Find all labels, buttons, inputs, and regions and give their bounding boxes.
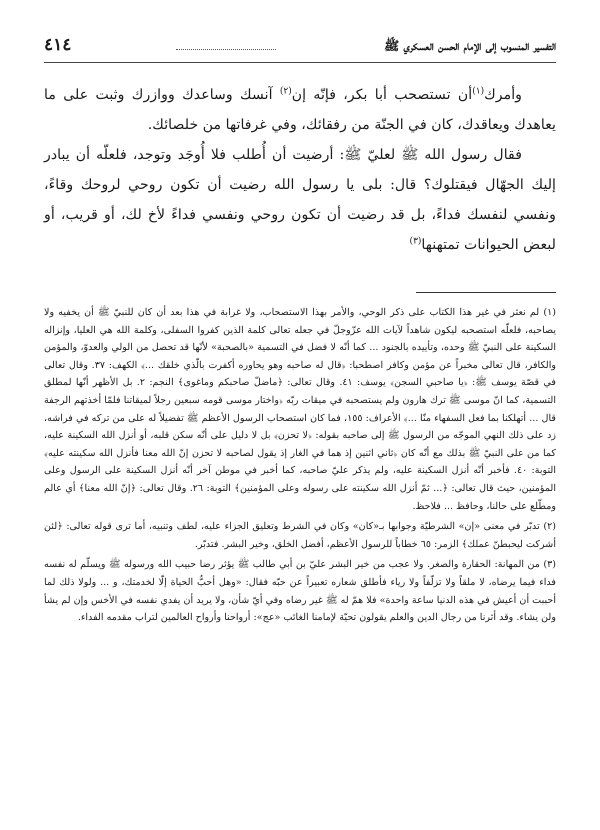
- page-header: [44, 14, 556, 58]
- main-text: [44, 80, 556, 260]
- footnote-2: [44, 518, 556, 553]
- header-rule: [44, 62, 556, 63]
- footnote-text: تدبّر في معنى «إن» الشرطيّة وجوابها بـ«كان» وكان في الشرط وتعليق الجزاء عليه، لطف وتنبيه، أما ترى قوله تعالى: ﴿لئن أشركت ليحبطنّ عملك﴾ الزمر: ٦٥ خطاباً للرسول الأعظم، أفضل الخلق، وخير البشر. فتدبّر.: [44, 521, 556, 550]
- footnote-separator: [416, 292, 556, 293]
- footnote-text: لم نعثر في غير هذا الكتاب على ذكر الوحي، والأمر بهذا الاستصحاب، ولا غرابة في هذا بعد أن كان للنبيّ ﷺ أن يخفيه ولا يصاحبه، فلعلّه استصحبه ليكون شاهداً لآيات الله عزّوجلّ في جعله تعالى كلمة الذين كفروا السفلى، وكلمة الله هي العليا، وإنزاله السكينة على النبيّ ﷺ وحده، وتأييده بالجنود ... كما أنّه لا فضل في التسمية «بالصحبة» لأنّها قد تحصل من الولي والعدوّ، والمؤمن والكافر، قال تعالى مخبراً عن مؤمن وكافر اصطحبا: ﴿قال له صاحبه وهو يحاوره أكفرت بالّذي خلقك ...﴾ الكهف: ٣٧. وقال تعالى في قصّة يوسف ﷺ: ﴿يا صاحبي السجن﴾ يوسف: ٤١. وقال تعالى: ﴿ماضلّ صاحبكم وماغوى﴾ النجم: ٢. بل الأظهر أنّها لمطلق التسمية، كما انّ موسى ﷺ ترك هارون ولم يستصحبه في ميقات ربّه ﴿واختار موسى قومه سبعين رجلاً لميقاتنا فلمّا أخذتهم الرجفة قال ... أتهلكنا بما فعل السفهاء منّا ...﴾ الأعراف: ١٥٥، فما كان استصحاب الرسول الأعظم ﷺ تفضيلاً له على من تركه في فراشه، زد على ذلك النهي الموجّه من الرسول ﷺ إلى صاحبه بقوله: ﴿لا تحزن﴾ بل لا دليل على أنّه سكن قلبه، أو أنزل الله السكينة عليه، كما من على النبيّ ﷺ بذلك مع أنّه كان ﴿ثاني اثنين إذ هما في الغار إذ يقول لصاحبه لا تحزن إنّ الله معنا فأنزل الله سكينته عليه﴾ التوبة: ٤٠. فأخبر أنّه أنزل السكينة عليه، ولم يذكر عليّ صاحبه، كما أخبر في موطن آخر أنّه أنزل السكينة على الرسول وعلى المؤمنين، حيث قال تعالى: ﴿... ثمّ أنزل الله سكينته على رسوله وعلى المؤمنين﴾ التوبة: ٢٦. وقال تعالى: ﴿إنّ الله معنا﴾ أي عالم ومطّلع على حالنا، وحافظ ... فلاحظ.: [44, 307, 557, 512]
- footnote-ref-3: (٣): [409, 236, 422, 247]
- header-dotted-leader: [176, 49, 276, 50]
- footnote-ref-2: (٢): [279, 86, 292, 97]
- footnote-ref-1: (١): [472, 86, 485, 97]
- main-text-segment: آنسك وساعدك ووازرك وثبت على ما يعاهدك ويعاقدك، كان في الجنّة من رفقائك، وفي غرفاتها من خلصائك.: [44, 87, 556, 133]
- main-paragraph-2: [44, 140, 556, 260]
- footnote-text: من المهانة: الحقارة والصغر. ولا عجب من خير البشر عليّ بن أبي طالب ﷺ يؤثر رضا حبيب الله ورسوله ﷺ ويسلّم له نفسه فداء فيما يرضاه، لا ملقاً ولا تزلّفاً ولا رياء فأطلق شعاره تعبيراً عن حبّه فقال: «وهل أحبُّ الحياة إلّا لخدمتك، و ... ولولا ذلك لما أحببت أن أعيش في هذه الدنيا ساعة واحدة» فلا همّ له ﷺ غير رضاه وفي أيّ شأن، ولا يريد أن يفدي نفسه في الأخس وإن لم يشأ ولن يشاء. وقد أثرنا من رجال الدين والعلم يقولون تحيّة لإمامنا الغائب «عج»: أرواحنا وأرواح العالمين لتراب مقدمه الفداء.: [44, 559, 556, 624]
- main-text-segment: فقال رسول الله ﷺ لعليّ ﷺ: أرضيت أن أُطلب فلا أُوجَد وتوجد، فلعلّه أن يبادر إليك الجهّال فيقتلوك؟ قال: بلى يا رسول الله رضيت أن تكون روحي لروحك وقاءً، ونفسي لنفسك فداءً، بل قد رضيت أن تكون روحي ونفسي فداءً لأخ لك، أو قريب، أو لبعض الحيوانات تمتهنها: [44, 147, 556, 253]
- main-text-segment: أن تستصحب أبا بكر، فإنّه إن: [291, 87, 473, 103]
- footnote-3: [44, 556, 556, 626]
- footnote-number: (٢): [543, 521, 556, 533]
- main-paragraph-1: [44, 80, 556, 140]
- running-title: التفسير المنسوب إلى الإمام الحسن العسكري ﷺ: [384, 37, 556, 53]
- main-text-segment: وأمرك: [484, 87, 522, 103]
- footnotes: [44, 304, 556, 630]
- footnote-1: [44, 304, 556, 515]
- footnote-number: (٣): [543, 559, 556, 571]
- page-number: ٤١٤: [44, 35, 72, 55]
- footnote-number: (١): [543, 307, 556, 318]
